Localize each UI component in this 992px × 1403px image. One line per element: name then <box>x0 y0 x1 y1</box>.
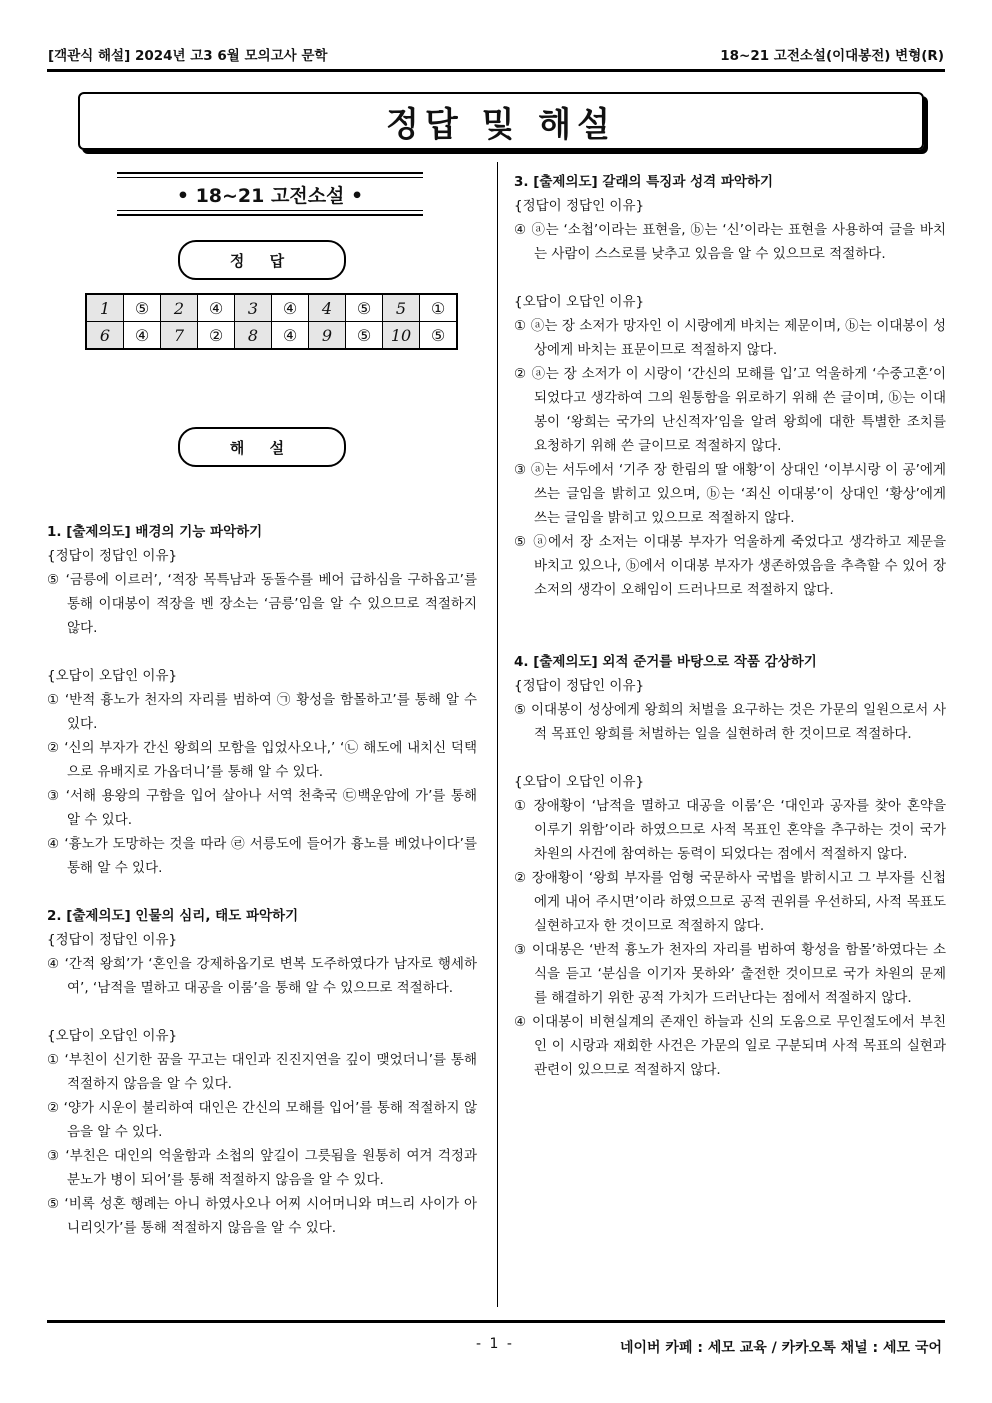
correct-item: ⑤ 이대봉이 성상에게 왕희의 처벌을 요구하는 것은 가문의 일원으로서 사적 목표인 왕희를 처벌하는 일을 실현하려 한 것이므로 적절하다. <box>514 702 946 742</box>
right-column <box>514 170 946 1310</box>
q-answer: ④ <box>272 322 309 350</box>
wrong-item: ② ⓐ는 장 소저가 이 시랑이 ‘간신의 모해를 입’고 억울하게 ‘수중고혼’이 되었다고 생각하여 그의 원통함을 위로하기 위해 쓴 글이며, ⓑ는 이대봉이 ‘왕희는 국가의 난신적자’임을 알려 왕희에 대한 특별한 조치를 요청하기 위해 쓴 글이므로 적절하지 않다. <box>514 366 946 454</box>
footer-text: 네이버 카페 : 세모 교육 / 카카오톡 채널 : 세모 국어 <box>619 1340 942 1356</box>
wrong-item: ① ⓐ는 장 소저가 망자인 이 시랑에게 바치는 제문이며, ⓑ는 이대봉이 성상에게 바치는 표문이므로 적절하지 않다. <box>514 318 946 358</box>
q-num: 9 <box>309 322 346 350</box>
wrong-item: ① ‘반적 흉노가 천자의 자리를 범하여 ㉠ 황성을 함몰하고’를 통해 알 수 있다. <box>47 692 477 732</box>
question-title: 2. [출제의도] 인물의 심리, 태도 파악하기 <box>47 908 299 924</box>
wrong-item: ④ 이대봉이 비현실계의 존재인 하늘과 신의 도움으로 무인절도에서 부친인 이 시랑과 재회한 사건은 가문의 일로 구분되며 사적 목표의 실현과 관련이 있으므로 적절하지 않다. <box>514 1014 946 1078</box>
explain-label: 해 설 <box>178 427 346 467</box>
q-num: 1 <box>86 294 124 322</box>
page-title: 정답 및 해설 <box>78 92 924 150</box>
q-num: 10 <box>383 322 420 350</box>
wrong-item: ③ ‘서해 용왕의 구함을 입어 살아나 서역 천축국 ㉢백운암에 가’를 통해 알 수 있다. <box>47 788 477 828</box>
section-title: • 18~21 고전소설 • <box>117 172 423 216</box>
wrong-item: ③ 이대봉은 ‘반적 흉노가 천자의 자리를 범하여 황성을 함몰’하였다는 소식을 듣고 ‘분심을 이기자 못하와’ 출전한 것이므로 국가 차원의 문제를 해결하기 위한 공적 가치가 드러난다는 점에서 적절하지 않다. <box>514 942 946 1006</box>
bottom-rule <box>47 1320 945 1323</box>
answer-row-2 <box>86 322 457 350</box>
wrong-item: ① ‘부친이 신기한 꿈을 꾸고는 대인과 진진지연을 깊이 맺었더니’를 통해 적절하지 않음을 알 수 있다. <box>47 1052 477 1092</box>
wrong-heading: {오답이 오답인 이유} <box>514 294 645 310</box>
question-2 <box>47 904 477 1240</box>
question-title: 3. [출제의도] 갈래의 특징과 성격 파악하기 <box>514 174 774 190</box>
q-answer: ⑤ <box>124 294 161 322</box>
q-num: 7 <box>161 322 198 350</box>
wrong-heading: {오답이 오답인 이유} <box>47 668 178 684</box>
answer-label: 정 답 <box>178 240 346 280</box>
explanations-left <box>47 520 477 1240</box>
wrong-item: ⑤ ⓐ에서 장 소저는 이대봉 부자가 억울하게 죽었다고 생각하고 제문을 바치고 있으나, ⓑ에서 이대봉 부자가 생존하였음을 추측할 수 있어 장 소저의 생각이 오해임이 드러나므로 적절하지 않다. <box>514 534 946 598</box>
wrong-item: ③ ⓐ는 서두에서 ‘기주 장 한림의 딸 애황’이 상대인 ‘이부시랑 이 공’에게 쓰는 글임을 밝히고 있으며, ⓑ는 ‘죄신 이대봉’이 상대인 ‘황상’에게 쓰는 글임을 밝히고 있으므로 적절하지 않다. <box>514 462 946 526</box>
q-num: 8 <box>235 322 272 350</box>
answer-row-1 <box>86 294 457 322</box>
question-3 <box>514 170 946 602</box>
correct-heading: {정답이 정답인 이유} <box>47 932 178 948</box>
q-num: 4 <box>309 294 346 322</box>
correct-item: ⑤ ‘금릉에 이르러’, ‘적장 목특남과 동돌수를 베어 급하심을 구하옵고’를 통해 이대봉이 적장을 벤 장소는 ‘금릉’임을 알 수 있으므로 적절하지 않다. <box>47 572 477 636</box>
question-title: 4. [출제의도] 외적 준거를 바탕으로 작품 감상하기 <box>514 654 817 670</box>
q-answer: ④ <box>198 294 235 322</box>
q-answer: ⑤ <box>420 322 458 350</box>
q-num: 2 <box>161 294 198 322</box>
q-num: 5 <box>383 294 420 322</box>
correct-heading: {정답이 정답인 이유} <box>47 548 178 564</box>
header-left: [객관식 해설] 2024년 고3 6월 모의고사 문학 <box>48 48 328 64</box>
q-answer: ④ <box>272 294 309 322</box>
correct-heading: {정답이 정답인 이유} <box>514 678 645 694</box>
correct-item: ④ ‘간적 왕희’가 ‘혼인을 강제하옵기로 변복 도주하였다가 남자로 행세하여’, ‘남적을 멸하고 대공을 이룸’을 통해 알 수 있으므로 적절하다. <box>47 956 477 996</box>
q-answer: ① <box>420 294 458 322</box>
q-answer: ④ <box>124 322 161 350</box>
question-4 <box>514 650 946 1082</box>
page-number: - 1 - <box>476 1336 514 1352</box>
correct-heading: {정답이 정답인 이유} <box>514 198 645 214</box>
explanations-right <box>514 170 946 1082</box>
wrong-item: ④ ‘흉노가 도망하는 것을 따라 ㉣ 서릉도에 들어가 흉노를 베었나이다’를 통해 알 수 있다. <box>47 836 477 876</box>
q-answer: ⑤ <box>346 294 383 322</box>
answer-table <box>85 293 458 350</box>
wrong-item: ① 장애황이 ‘남적을 멸하고 대공을 이룸’은 ‘대인과 공자를 찾아 혼약을 이루기 위함’이라 하였으므로 사적 목표인 혼약을 추구하는 것이 국가 차원의 사건에 참여하는 동력이 되었다는 점에서 적절하지 않다. <box>514 798 946 862</box>
q-num: 6 <box>86 322 124 350</box>
wrong-heading: {오답이 오답인 이유} <box>47 1028 178 1044</box>
question-title: 1. [출제의도] 배경의 기능 파악하기 <box>47 524 263 540</box>
wrong-item: ② ‘신의 부자가 간신 왕희의 모함을 입었사오나,’ ‘㉡ 해도에 내치신 덕택으로 유배지로 가옵더니’를 통해 알 수 있다. <box>47 740 477 780</box>
correct-item: ④ ⓐ는 ‘소첩’이라는 표현을, ⓑ는 ‘신’이라는 표현을 사용하여 글을 바치는 사람이 스스로를 낮추고 있음을 알 수 있으므로 적절하다. <box>514 222 946 262</box>
wrong-item: ② 장애황이 ‘왕희 부자를 엄형 국문하사 국법을 밝히시고 그 부자를 신첩에게 내어 주시면’이라 하였으므로 공적 권위를 우선하되, 사적 목표도 실현하고자 한 것이므로 적절하지 않다. <box>514 870 946 934</box>
wrong-heading: {오답이 오답인 이유} <box>514 774 645 790</box>
header-right: 18~21 고전소설(이대봉전) 변형(R) <box>720 48 944 64</box>
wrong-item: ② ‘양가 시운이 불리하여 대인은 간신의 모해를 입어’를 통해 적절하지 않음을 알 수 있다. <box>47 1100 477 1140</box>
wrong-item: ③ ‘부친은 대인의 억울함과 소첩의 앞길이 그릇됨을 원통히 여겨 걱정과 분노가 병이 되어’를 통해 적절하지 않음을 알 수 있다. <box>47 1148 477 1188</box>
left-column <box>47 160 477 1310</box>
wrong-item: ⑤ ‘비록 성혼 행례는 아니 하였사오나 어찌 시어머니와 며느리 사이가 아니리잇가’를 통해 적절하지 않음을 알 수 있다. <box>47 1196 477 1236</box>
column-divider <box>497 162 498 1307</box>
top-rule <box>47 69 945 72</box>
q-answer: ⑤ <box>346 322 383 350</box>
question-1 <box>47 520 477 880</box>
q-answer: ② <box>198 322 235 350</box>
q-num: 3 <box>235 294 272 322</box>
